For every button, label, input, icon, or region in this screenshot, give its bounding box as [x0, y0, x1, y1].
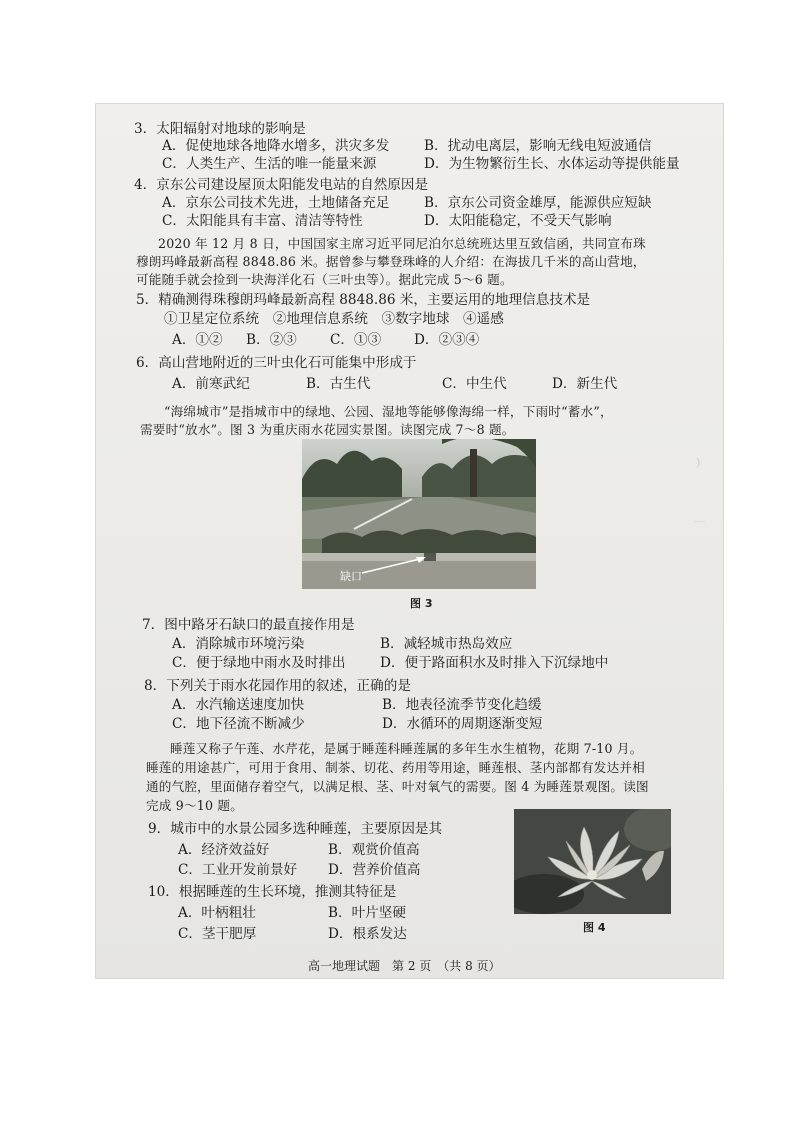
question-5-option-c: C．①③ — [330, 332, 382, 348]
question-4-stem: 4．京东公司建设屋顶太阳能发电站的自然原因是 — [134, 177, 429, 193]
question-5-option-b: B．②③ — [246, 332, 297, 348]
question-10-option-b: B．叶片坚硬 — [328, 905, 406, 921]
question-5-option-d: D．②③④ — [414, 332, 480, 348]
question-5-stem: 5．精确测得珠穆朗玛峰最新高程 8848.86 米，主要运用的地理信息技术是 — [136, 292, 591, 308]
question-9-option-b: B．观赏价值高 — [328, 842, 420, 858]
question-10-option-c: C．茎干肥厚 — [178, 926, 257, 942]
passage-line: 可能随手就会捡到一块海洋化石（三叶虫等）。据此完成 5～6 题。 — [136, 272, 513, 287]
passage-line: 睡莲又称子午莲、水芹花，是属于睡莲科睡莲属的多年生水生植物，花期 7-10 月。 — [170, 741, 643, 756]
question-10-option-a: A．叶柄粗壮 — [178, 905, 256, 921]
question-3-option-b: B．扰动电离层，影响无线电短波通信 — [424, 138, 652, 154]
question-6-option-b: B．古生代 — [306, 376, 371, 392]
passage-line: “海绵城市”是指城市中的绿地、公园、湿地等能够像海绵一样，下雨时“蓄水”， — [164, 404, 613, 419]
question-4-option-a: A．京东公司技术先进，土地储备充足 — [162, 195, 390, 211]
question-8-option-c: C．地下径流不断减少 — [172, 716, 305, 732]
passage-line: 2020 年 12 月 8 日，中国国家主席习近平同尼泊尔总统班达里互致信函，共同宣布珠 — [158, 236, 646, 251]
question-4-option-d: D．太阳能稳定，不受天气影响 — [424, 213, 612, 229]
question-9-stem: 9．城市中的水景公园多选种睡莲，主要原因是其 — [148, 821, 443, 837]
question-3-option-d: D．为生物繁衍生长、水体运动等提供能量 — [424, 156, 680, 172]
passage-line: 完成 9～10 题。 — [146, 798, 244, 813]
question-7-option-a: A．消除城市环境污染 — [172, 636, 305, 652]
question-3-option-c: C．人类生产、生活的唯一能量来源 — [162, 156, 377, 172]
page-footer: 高一地理试题 第 2 页 （共 8 页） — [308, 959, 501, 973]
passage-line: 穆朗玛峰最新高程 8848.86 米。据曾参与攀登珠峰的人介绍：在海拔几千米的高山营地， — [136, 254, 646, 269]
question-7-option-c: C．便于绿地中雨水及时排出 — [172, 655, 346, 671]
passage-line: 睡莲的用途甚广，可用于食用、制茶、切花、药用等用途，睡莲根、茎内部都有发达并相 — [146, 760, 645, 775]
exam-page — [96, 104, 723, 978]
figure-3-caption: 图 3 — [410, 597, 433, 610]
question-6-stem: 6．高山营地附近的三叶虫化石可能集中形成于 — [136, 355, 417, 371]
water-lily-photo — [514, 809, 671, 914]
bleed-through-mark: ) — [696, 456, 701, 469]
question-7-option-b: B．减轻城市热岛效应 — [380, 636, 513, 652]
question-3-option-a: A．促使地球各地降水增多，洪灾多发 — [162, 138, 390, 154]
question-8-option-a: A．水汽输送速度加快 — [172, 697, 305, 713]
question-7-stem: 7．图中路牙石缺口的最直接作用是 — [142, 617, 355, 633]
question-6-option-d: D．新生代 — [552, 376, 618, 392]
passage-line: 需要时“放水”。图 3 为重庆雨水花园实景图。读图完成 7～8 题。 — [140, 422, 515, 437]
question-9-option-a: A．经济效益好 — [178, 842, 270, 858]
question-4-option-c: C．太阳能具有丰富、清洁等特性 — [162, 213, 363, 229]
question-9-option-d: D．营养价值高 — [328, 862, 421, 878]
question-6-option-c: C．中生代 — [442, 376, 507, 392]
question-8-option-d: D．水循环的周期逐渐变短 — [382, 716, 543, 732]
question-10-stem: 10．根据睡莲的生长环境，推测其特征是 — [148, 884, 397, 900]
passage-line: 通的气腔，里面储存着空气，以满足根、茎、叶对氧气的需要。图 4 为睡莲景观图。读图 — [146, 779, 649, 794]
question-5-choices: ①卫星定位系统 ②地理信息系统 ③数字地球 ④遥感 — [164, 311, 504, 327]
water-lily-photo-illustration — [514, 809, 671, 914]
question-5-option-a: A．①② — [172, 332, 223, 348]
question-10-option-d: D．根系发达 — [328, 926, 407, 942]
bleed-through-mark: ＿ — [694, 510, 705, 523]
rain-garden-photo-illustration — [302, 439, 536, 589]
question-8-option-b: B．地表径流季节变化趋缓 — [382, 697, 542, 713]
question-6-option-a: A．前寒武纪 — [172, 376, 250, 392]
rain-garden-photo — [302, 439, 536, 589]
figure-4-caption: 图 4 — [583, 921, 606, 934]
curb-gap-label: 缺口 — [340, 570, 362, 583]
question-8-stem: 8．下列关于雨水花园作用的叙述，正确的是 — [144, 678, 411, 694]
question-3-stem: 3．太阳辐射对地球的影响是 — [134, 121, 306, 137]
question-4-option-b: B．京东公司资金雄厚，能源供应短缺 — [424, 195, 652, 211]
question-9-option-c: C．工业开发前景好 — [178, 862, 298, 878]
question-7-option-d: D．便于路面积水及时排入下沉绿地中 — [380, 655, 609, 671]
